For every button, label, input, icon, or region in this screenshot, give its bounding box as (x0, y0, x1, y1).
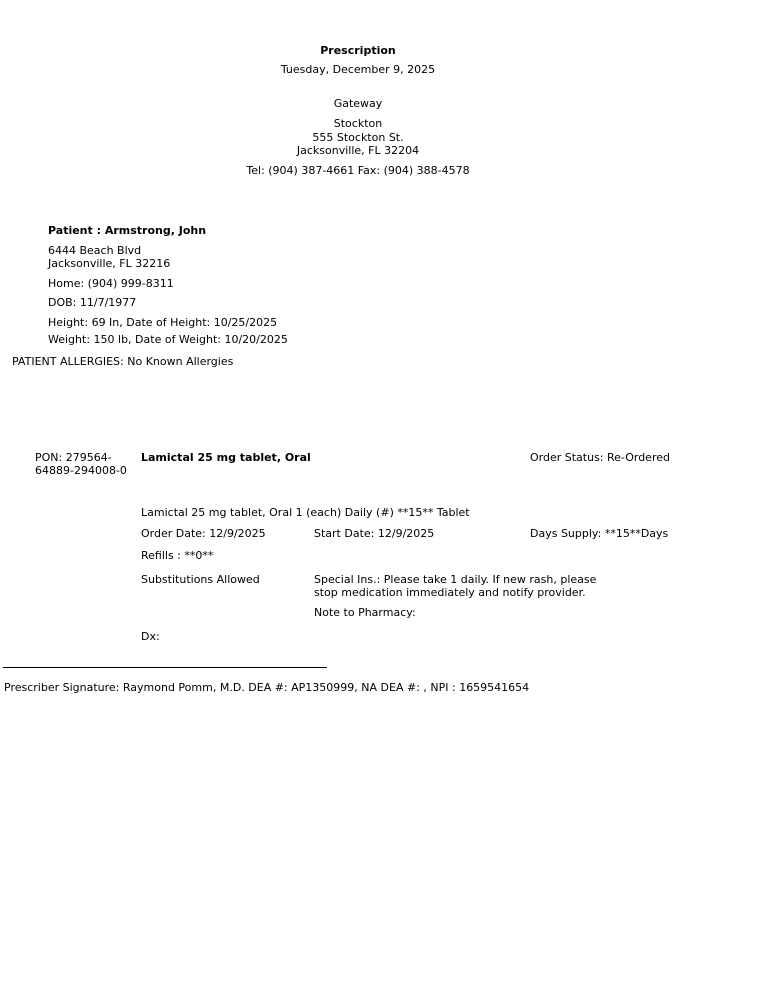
patient-address-line1: 6444 Beach Blvd (48, 244, 142, 257)
prescriber-signature: Prescriber Signature: Raymond Pomm, M.D. DEA #: AP1350999, NA DEA #: , NPI : 1659541654 (4, 681, 530, 694)
pon-line1: PON: 279564- (35, 451, 112, 464)
pharmacy-phone-fax: Tel: (904) 387-4661 Fax: (904) 388-4578 (246, 164, 470, 177)
pharmacy-address-line1: 555 Stockton St. (312, 131, 404, 144)
start-date: Start Date: 12/9/2025 (314, 527, 435, 540)
pharmacy-name: Stockton (333, 117, 383, 130)
prescription-date: Tuesday, December 9, 2025 (280, 63, 436, 76)
document-title: Prescription (320, 44, 396, 57)
patient-weight: Weight: 150 lb, Date of Weight: 10/20/2025 (48, 333, 288, 346)
days-supply: Days Supply: **15**Days (530, 527, 669, 540)
pharmacy-address-line2: Jacksonville, FL 32204 (296, 144, 420, 157)
pon-line2: 64889-294008-0 (35, 464, 127, 477)
order-date: Order Date: 12/9/2025 (141, 527, 266, 540)
refills: Refills : **0** (141, 549, 214, 562)
patient-address-line2: Jacksonville, FL 32216 (48, 257, 171, 270)
drug-title: Lamictal 25 mg tablet, Oral (141, 451, 311, 464)
special-instructions-line1: Special Ins.: Please take 1 daily. If new rash, please (314, 573, 597, 586)
patient-name: Patient : Armstrong, John (48, 224, 207, 237)
patient-home-phone: Home: (904) 999-8311 (48, 277, 174, 290)
order-status: Order Status: Re-Ordered (530, 451, 670, 464)
patient-allergies: PATIENT ALLERGIES: No Known Allergies (12, 355, 234, 368)
patient-height: Height: 69 In, Date of Height: 10/25/2025 (48, 316, 278, 329)
patient-dob: DOB: 11/7/1977 (48, 296, 137, 309)
substitutions: Substitutions Allowed (141, 573, 260, 586)
note-to-pharmacy: Note to Pharmacy: (314, 606, 416, 619)
special-instructions-line2: stop medication immediately and notify provider. (314, 586, 586, 599)
pharmacy-group: Gateway (333, 97, 383, 110)
sig-line: Lamictal 25 mg tablet, Oral 1 (each) Daily (#) **15** Tablet (141, 506, 470, 519)
signature-line (3, 667, 327, 668)
diagnosis: Dx: (141, 630, 160, 643)
